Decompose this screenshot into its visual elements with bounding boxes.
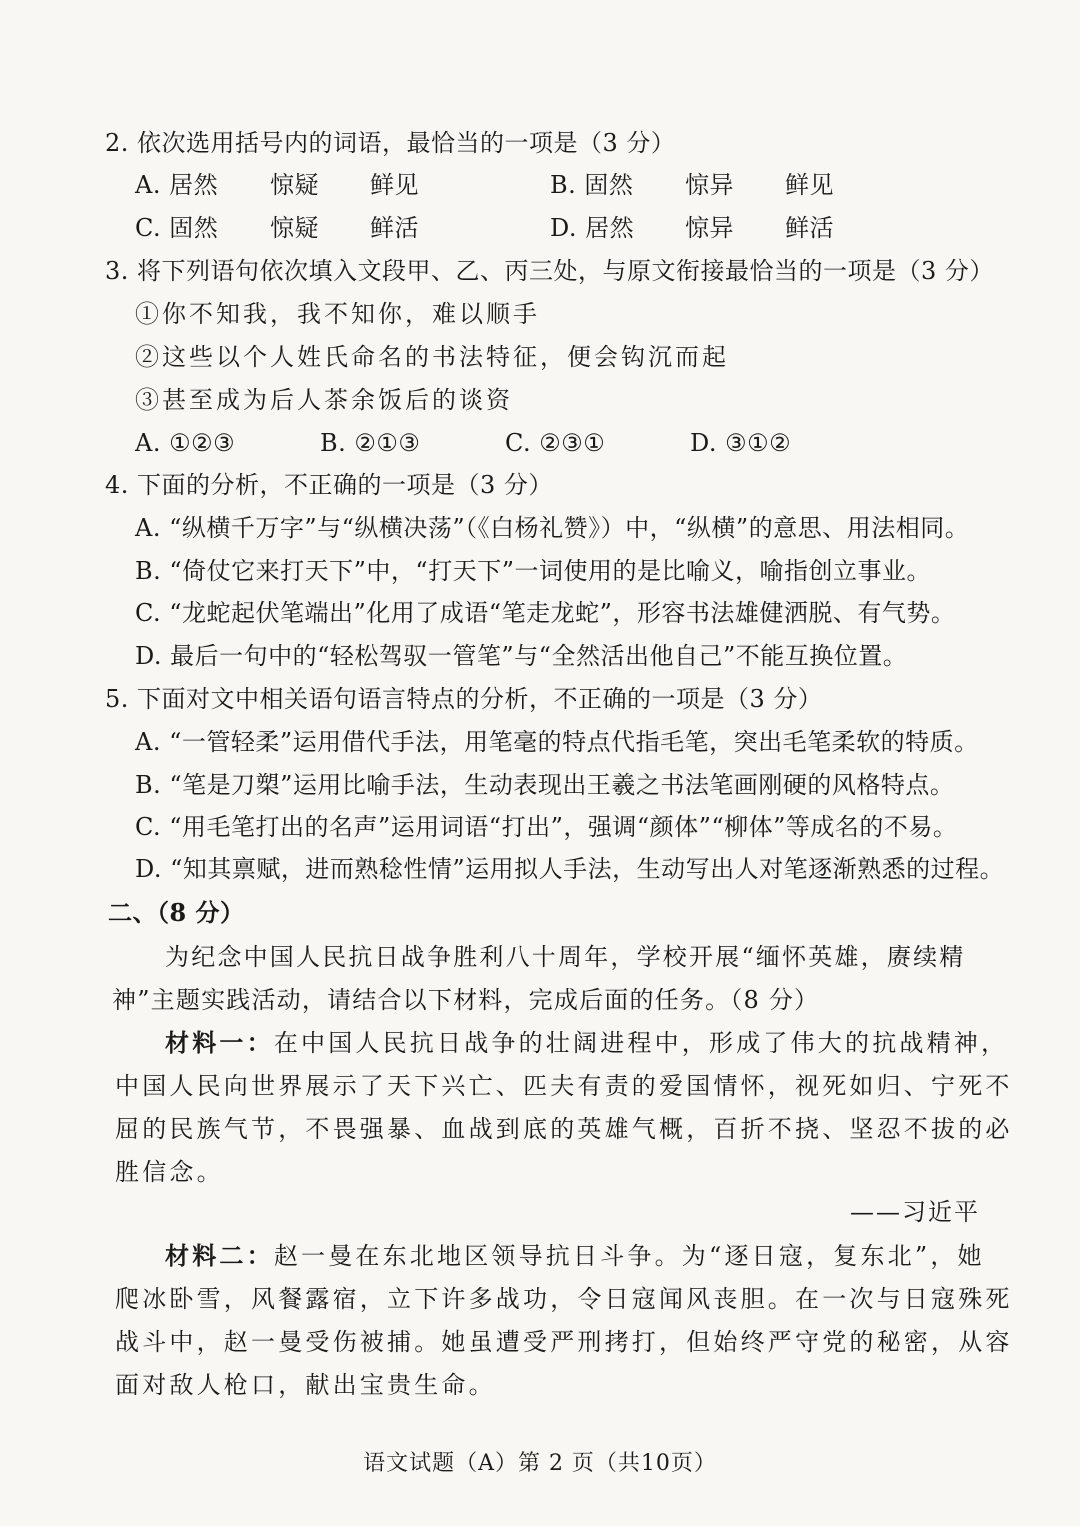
material-1-line-1 bbox=[165, 1027, 1008, 1059]
section-2-heading: 二、（8 分） bbox=[108, 898, 245, 927]
question-5-option-d: D. “知其禀赋，进而熟稔性情”运用拟人手法，生动写出人对笔逐渐熟悉的过程。 bbox=[135, 855, 1005, 883]
material-1-text: 在中国人民抗日战争的壮阔进程中，形成了伟大的抗战精神， bbox=[273, 1029, 1009, 1057]
material-1-line-2: 中国人民向世界展示了天下兴亡、匹夫有责的爱国情怀，视死如归、宁死不 bbox=[115, 1072, 1013, 1100]
question-3-stem: 3. 将下列语句依次填入文段甲、乙、丙三处，与原文衔接最恰当的一项是（3 分） bbox=[105, 257, 994, 285]
option-b-word-3: 鲜见 bbox=[785, 171, 834, 199]
question-4-stem: 4. 下面的分析，不正确的一项是（3 分） bbox=[105, 471, 553, 499]
option-d-word-3: 鲜活 bbox=[785, 214, 834, 242]
option-d: D. 居然 bbox=[550, 214, 635, 242]
question-4-option-a: A. “纵横千万字”与“纵横决荡”（《白杨礼赞》）中，“纵横”的意思、用法相同。 bbox=[135, 514, 970, 542]
page-footer: 语文试题（A）第 2 页（共10页） bbox=[363, 1451, 717, 1476]
material-2-text: 赵一曼在东北地区领导抗日斗争。为“逐日寇，复东北”，她 bbox=[273, 1242, 985, 1270]
material-2-line-4: 面对敌人枪口，献出宝贵生命。 bbox=[115, 1371, 496, 1399]
question-4-option-b: B. “倚仗它来打天下”中，“打天下”一词使用的是比喻义，喻指创立事业。 bbox=[135, 557, 931, 585]
material-1-line-3: 屈的民族气节，不畏强暴、血战到底的英雄气概，百折不挠、坚忍不拔的必 bbox=[115, 1115, 1013, 1143]
material-2-line-3: 战斗中，赵一曼受伤被捕。她虽遭受严刑拷打，但始终严守党的秘密，从容 bbox=[115, 1328, 1013, 1356]
option-c: C. ②③① bbox=[505, 429, 606, 457]
question-5-option-c: C. “用毛笔打出的名声”运用词语“打出”，强调“颜体”“柳体”等成名的不易。 bbox=[135, 813, 958, 841]
question-2-options-row-1 bbox=[135, 169, 834, 201]
question-4-option-d: D. 最后一句中的“轻松驾驭一管笔”与“全然活出他自己”不能互换位置。 bbox=[135, 642, 908, 670]
option-c-word-3: 鲜活 bbox=[370, 214, 419, 242]
option-a: A. ①②③ bbox=[135, 429, 236, 457]
option-a-word-2: 惊疑 bbox=[270, 171, 319, 199]
question-3-sentence-3: ③甚至成为后人茶余饭后的谈资 bbox=[135, 386, 513, 414]
question-5-stem: 5. 下面对文中相关语句语言特点的分析，不正确的一项是（3 分） bbox=[105, 685, 823, 713]
option-d: D. ③①② bbox=[690, 429, 792, 457]
option-c: C. 固然 bbox=[135, 214, 219, 242]
section-2-intro-line-2: 神”主题实践活动，请结合以下材料，完成后面的任务。（8 分） bbox=[112, 986, 820, 1014]
material-2-line-1 bbox=[165, 1240, 985, 1272]
question-3-sentence-2: ②这些以个人姓氏命名的书法特征，便会钩沉而起 bbox=[135, 343, 729, 371]
option-b: B. 固然 bbox=[550, 171, 634, 199]
option-a: A. 居然 bbox=[135, 171, 219, 199]
option-c-word-2: 惊疑 bbox=[270, 214, 319, 242]
question-4-option-c: C. “龙蛇起伏笔端出”化用了成语“笔走龙蛇”，形容书法雄健洒脱、有气势。 bbox=[135, 599, 956, 627]
section-2-intro-line-1: 为纪念中国人民抗日战争胜利八十周年，学校开展“缅怀英雄，赓续精 bbox=[165, 943, 966, 971]
material-2-label: 材料二： bbox=[165, 1241, 274, 1270]
question-5-option-b: B. “笔是刀槊”运用比喻手法，生动表现出王羲之书法笔画刚硬的风格特点。 bbox=[135, 771, 955, 799]
question-2-options-row-2 bbox=[135, 212, 834, 244]
option-b: B. ②①③ bbox=[320, 429, 421, 457]
option-d-word-2: 惊异 bbox=[685, 214, 734, 242]
material-1-source: ——习近平 bbox=[850, 1198, 980, 1226]
question-2-stem: 2. 依次选用括号内的词语，最恰当的一项是（3 分） bbox=[105, 129, 676, 157]
question-5-option-a: A. “一管轻柔”运用借代手法，用笔毫的特点代指毛笔，突出毛笔柔软的特质。 bbox=[135, 728, 979, 756]
material-2-line-2: 爬冰卧雪，风餐露宿，立下许多战功，令日寇闻风丧胆。在一次与日寇殊死 bbox=[115, 1285, 1013, 1313]
material-1-line-4: 胜信念。 bbox=[115, 1158, 224, 1186]
material-1-label: 材料一： bbox=[165, 1028, 274, 1057]
question-3-sentence-1: ①你不知我，我不知你，难以顺手 bbox=[135, 300, 540, 328]
option-b-word-2: 惊异 bbox=[685, 171, 734, 199]
question-3-options bbox=[135, 427, 791, 459]
option-a-word-3: 鲜见 bbox=[370, 171, 419, 199]
